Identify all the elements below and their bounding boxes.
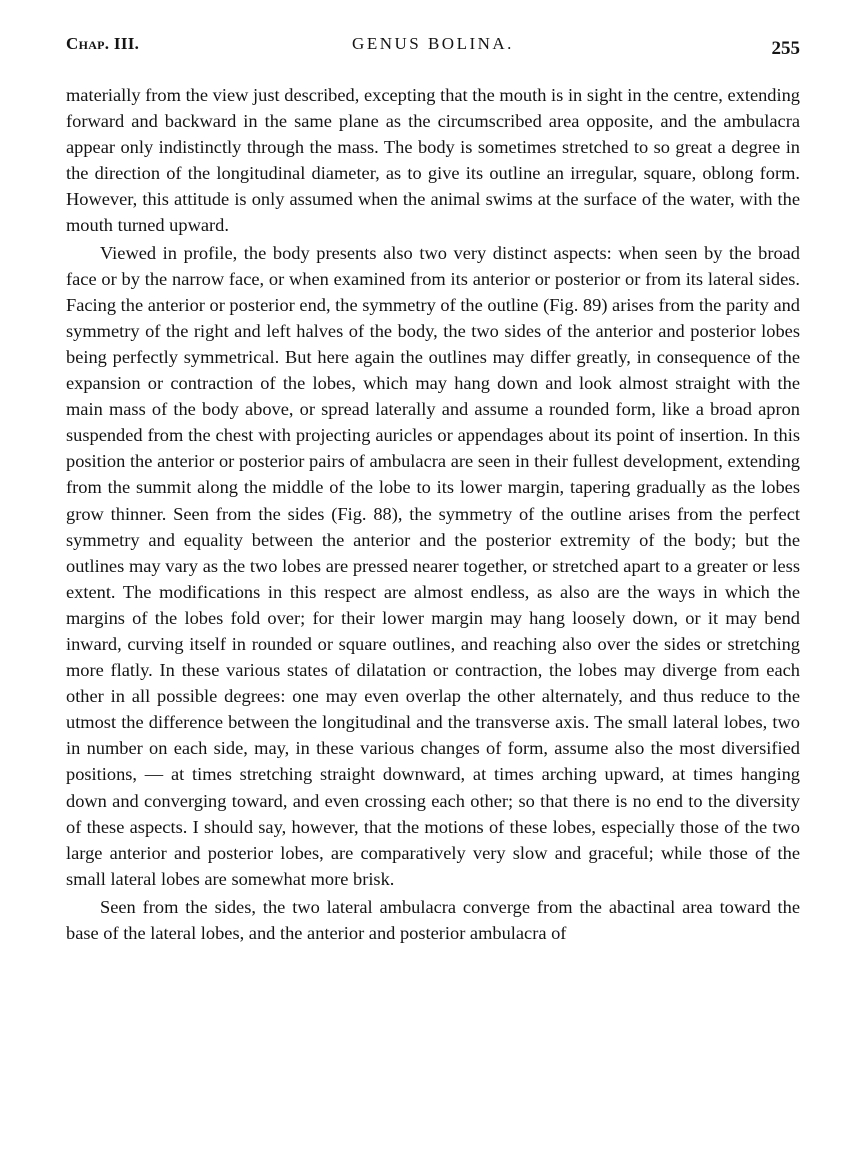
- paragraph-2: Viewed in profile, the body presents also two very distinct aspects: when seen by the broad face or by the narrow face, or when examined from its anterior or posterior or from its lateral sides. Facing the anterior or posterior end, the symmetry of the outline (Fig. 89) arises from the parity and symmetry of the right and left halves of the body, the two sides of the anterior and posterior lobes being perfectly symmetrical. But here again the outlines may differ greatly, in consequence of the expansion or contraction of the lobes, which may hang down and look almost straight with the main mass of the body above, or spread laterally and assume a rounded form, like a broad apron suspended from the chest with projecting auricles or appendages about its point of insertion. In this position the anterior or posterior pairs of ambulacra are seen in their fullest development, extending from the summit along the middle of the lobe to its lower margin, tapering gradually as the lobes grow thinner. Seen from the sides (Fig. 88), the symmetry of the outline arises from the perfect symmetry and equality between the anterior and the posterior extremity of the body; but the outlines may vary as the two lobes are pressed nearer together, or stretched apart to a greater or less extent. The modifications in this respect are almost endless, as also are the ways in which the margins of the lobes fold over; for their lower margin may hang loosely down, or it may bend inward, curving itself in rounded or square outlines, and reaching also over the sides or stretching more flatly. In these various states of dilatation or contraction, the lobes may diverge from each other in all possible degrees: one may even overlap the other alternately, and thus reduce to the utmost the difference between the longitudinal and the transverse axis. The small lateral lobes, two in number on each side, may, in these various changes of form, assume also the most diversified positions, — at times stretching straight downward, at times arching upward, at times hanging down and converging toward, and even crossing each other; so that there is no end to the diversity of these aspects. I should say, however, that the motions of these lobes, especially those of the two large anterior and posterior lobes, are comparatively very slow and graceful; while those of the small lateral lobes are somewhat more brisk.: [66, 242, 800, 889]
- page-number: 255: [771, 38, 800, 59]
- paragraph-3: Seen from the sides, the two lateral ambulacra converge from the abactinal area toward the base of the lateral lobes, and the anterior and posterior ambulacra of: [66, 896, 800, 943]
- running-header: [66, 30, 800, 70]
- paragraph-1: materially from the view just described, excepting that the mouth is in sight in the centre, extending forward and backward in the same plane as the circumscribed area opposite, and the ambulacra appear only indistinctly through the mass. The body is sometimes stretched to so great a degree in the direction of the longitudinal diameter, as to give its outline an irregular, square, oblong form. However, this attitude is only assumed when the animal swims at the surface of the water, with the mouth turned upward.: [66, 85, 800, 236]
- book-page: [66, 30, 800, 946]
- chapter-label: Chap. III.: [66, 34, 140, 53]
- body-text: [66, 82, 800, 946]
- running-title: GENUS BOLINA.: [352, 34, 514, 53]
